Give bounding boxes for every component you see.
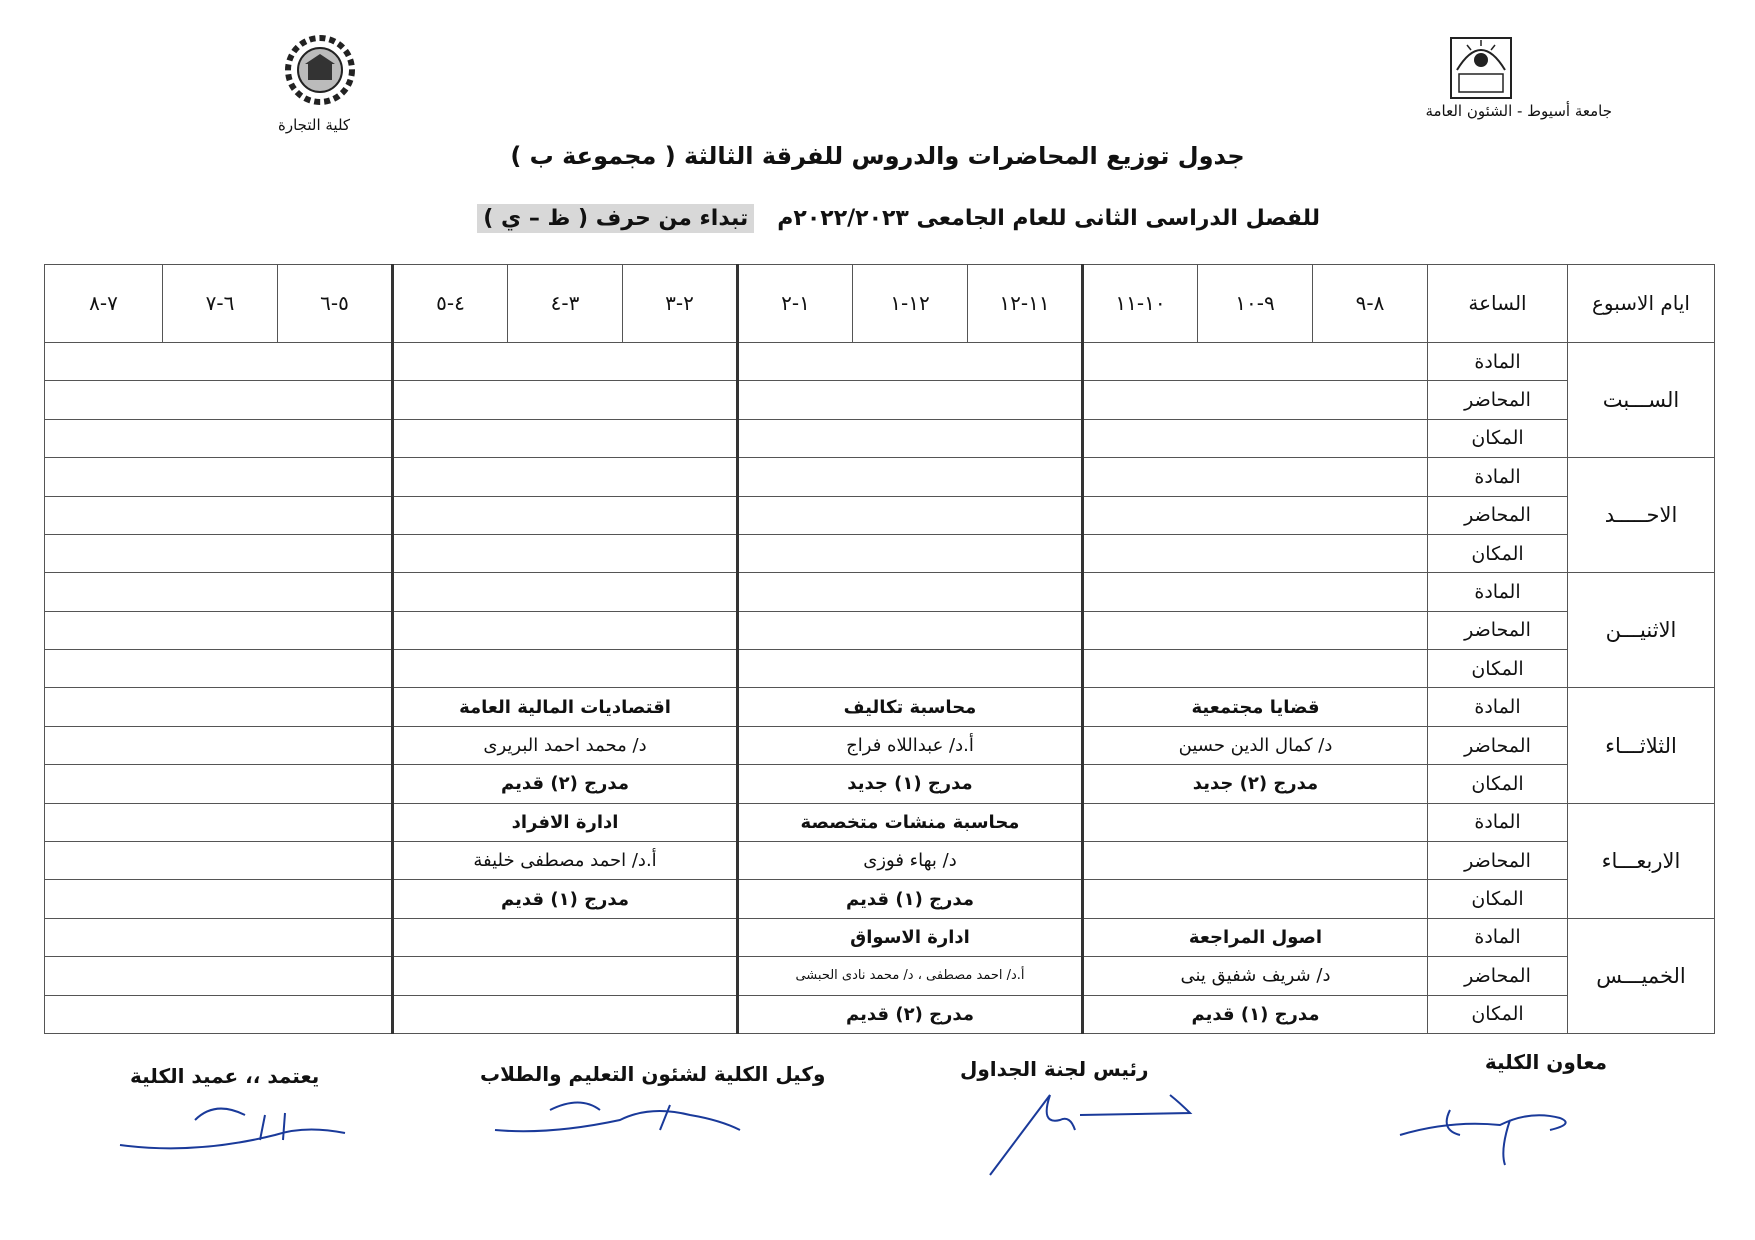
signature-label-assistant-dean: معاون الكلية — [1484, 1050, 1607, 1074]
schedule-cell-subject — [393, 573, 738, 611]
schedule-cell-subject — [738, 458, 1083, 496]
faculty-name: كلية التجارة — [278, 116, 351, 134]
row-label-subject: المادة — [1428, 458, 1568, 496]
assiut-university-logo — [1445, 30, 1517, 102]
schedule-row — [45, 573, 1715, 611]
signature-label-dean: يعتمد ،، عميد الكلية — [130, 1064, 320, 1088]
schedule-cell-subject: محاسبة منشات متخصصة — [738, 803, 1083, 841]
schedule-cell-lecturer — [1083, 381, 1428, 419]
row-label-place: المكان — [1428, 880, 1568, 918]
schedule-row — [45, 842, 1715, 880]
schedule-cell-place — [1083, 419, 1428, 457]
schedule-cell-subject — [393, 342, 738, 380]
hour-column-header: الساعة — [1428, 265, 1568, 343]
row-label-lecturer: المحاضر — [1428, 381, 1568, 419]
time-slot-header: ٤-٥ — [393, 265, 508, 343]
schedule-row — [45, 611, 1715, 649]
faculty-of-commerce-logo — [275, 30, 365, 110]
schedule-cell-lecturer: د/ بهاء فوزى — [738, 842, 1083, 880]
schedule-cell-place: مدرج (٢) قديم — [738, 995, 1083, 1033]
schedule-cell-place: مدرج (١) جديد — [738, 765, 1083, 803]
schedule-cell-place — [45, 419, 393, 457]
schedule-cell-lecturer — [738, 611, 1083, 649]
schedule-cell-place: مدرج (١) قديم — [1083, 995, 1428, 1033]
row-label-lecturer: المحاضر — [1428, 496, 1568, 534]
schedule-cell-subject: محاسبة تكاليف — [738, 688, 1083, 726]
schedule-row — [45, 803, 1715, 841]
schedule-row — [45, 534, 1715, 572]
schedule-cell-lecturer — [45, 611, 393, 649]
handwritten-signature-assistant-dean — [1390, 1090, 1590, 1170]
schedule-cell-lecturer: د/ شريف شفيق ينى — [1083, 957, 1428, 995]
schedule-cell-lecturer — [45, 726, 393, 764]
schedule-cell-lecturer — [1083, 496, 1428, 534]
signature-label-committee-head: رئيس لجنة الجداول — [960, 1057, 1149, 1081]
day-name: الاحـــــد — [1568, 458, 1715, 573]
schedule-cell-subject — [738, 342, 1083, 380]
page-subtitle — [430, 206, 1320, 231]
schedule-cell-lecturer — [45, 381, 393, 419]
schedule-cell-place: مدرج (١) قديم — [738, 880, 1083, 918]
schedule-row — [45, 726, 1715, 764]
schedule-cell-lecturer: د/ كمال الدين حسين — [1083, 726, 1428, 764]
schedule-cell-lecturer — [393, 611, 738, 649]
day-name: الاثنيـــن — [1568, 573, 1715, 688]
page-title: جدول توزيع المحاضرات والدروس للفرقة الثالثة ( مجموعة ب ) — [510, 142, 1245, 170]
schedule-cell-place: مدرج (٢) جديد — [1083, 765, 1428, 803]
time-slot-header: ٨-٩ — [1313, 265, 1428, 343]
schedule-cell-lecturer — [1083, 842, 1428, 880]
subtitle-main: للفصل الدراسى الثانى للعام الجامعى ٢٠٢٢/٢٠٢٣م — [777, 206, 1320, 231]
schedule-table — [44, 264, 1715, 1034]
schedule-row — [45, 918, 1715, 956]
day-name: الاربعـــاء — [1568, 803, 1715, 918]
subtitle-letter-range: تبداء من حرف ( ظ – ي ) — [477, 204, 754, 233]
time-slot-header: ٦-٧ — [163, 265, 278, 343]
row-label-subject: المادة — [1428, 803, 1568, 841]
row-label-place: المكان — [1428, 419, 1568, 457]
handwritten-signature-dean — [115, 1095, 365, 1175]
schedule-row — [45, 995, 1715, 1033]
schedule-cell-subject — [393, 458, 738, 496]
schedule-cell-place — [45, 534, 393, 572]
row-label-place: المكان — [1428, 650, 1568, 688]
schedule-cell-place — [738, 650, 1083, 688]
time-slot-header: ١٢-١ — [853, 265, 968, 343]
schedule-row — [45, 342, 1715, 380]
schedule-cell-place — [45, 880, 393, 918]
row-label-place: المكان — [1428, 995, 1568, 1033]
schedule-cell-subject: اقتصاديات المالية العامة — [393, 688, 738, 726]
schedule-cell-subject — [1083, 342, 1428, 380]
row-label-lecturer: المحاضر — [1428, 726, 1568, 764]
time-slot-header: ٢-٣ — [623, 265, 738, 343]
row-label-place: المكان — [1428, 534, 1568, 572]
schedule-cell-lecturer — [1083, 611, 1428, 649]
schedule-cell-lecturer — [393, 957, 738, 995]
row-label-lecturer: المحاضر — [1428, 957, 1568, 995]
day-name: الخميـــس — [1568, 918, 1715, 1033]
time-slot-header: ٥-٦ — [278, 265, 393, 343]
schedule-cell-place — [393, 995, 738, 1033]
schedule-cell-subject — [393, 918, 738, 956]
schedule-cell-lecturer — [45, 957, 393, 995]
header-row — [45, 265, 1715, 343]
row-label-subject: المادة — [1428, 573, 1568, 611]
schedule-row — [45, 381, 1715, 419]
schedule-cell-subject — [45, 342, 393, 380]
schedule-cell-subject — [738, 573, 1083, 611]
schedule-cell-place — [738, 419, 1083, 457]
schedule-cell-place — [45, 650, 393, 688]
time-slot-header: ١١-١٢ — [968, 265, 1083, 343]
schedule-row — [45, 496, 1715, 534]
row-label-place: المكان — [1428, 765, 1568, 803]
schedule-cell-subject: ادارة الاسواق — [738, 918, 1083, 956]
schedule-cell-place — [393, 650, 738, 688]
days-column-header: ايام الاسبوع — [1568, 265, 1715, 343]
day-name: الســـبت — [1568, 342, 1715, 457]
schedule-cell-lecturer: أ.د/ احمد مصطفى خليفة — [393, 842, 738, 880]
row-label-lecturer: المحاضر — [1428, 842, 1568, 880]
schedule-cell-lecturer: د/ محمد احمد البريرى — [393, 726, 738, 764]
row-label-subject: المادة — [1428, 342, 1568, 380]
schedule-cell-place — [45, 995, 393, 1033]
schedule-cell-subject — [45, 573, 393, 611]
schedule-row — [45, 419, 1715, 457]
row-label-subject: المادة — [1428, 918, 1568, 956]
row-label-lecturer: المحاضر — [1428, 611, 1568, 649]
schedule-cell-place — [393, 534, 738, 572]
time-slot-header: ٣-٤ — [508, 265, 623, 343]
schedule-cell-subject — [1083, 803, 1428, 841]
schedule-cell-lecturer — [393, 381, 738, 419]
schedule-cell-subject — [1083, 458, 1428, 496]
schedule-cell-lecturer — [738, 496, 1083, 534]
schedule-cell-place: مدرج (١) قديم — [393, 880, 738, 918]
university-name: جامعة أسيوط - الشئون العامة — [1425, 102, 1612, 120]
schedule-cell-subject — [1083, 573, 1428, 611]
handwritten-signature-committee-head — [980, 1075, 1200, 1185]
schedule-row — [45, 458, 1715, 496]
time-slot-header: ١٠-١١ — [1083, 265, 1198, 343]
schedule-cell-place — [1083, 534, 1428, 572]
schedule-row — [45, 880, 1715, 918]
signature-label-vice-dean: وكيل الكلية لشئون التعليم والطلاب — [480, 1062, 826, 1086]
schedule-cell-lecturer — [45, 496, 393, 534]
time-slot-header: ١-٢ — [738, 265, 853, 343]
schedule-cell-lecturer — [45, 842, 393, 880]
schedule-cell-lecturer — [738, 381, 1083, 419]
schedule-cell-subject — [45, 918, 393, 956]
schedule-cell-subject — [45, 458, 393, 496]
schedule-row — [45, 650, 1715, 688]
schedule-cell-place — [45, 765, 393, 803]
schedule-cell-place — [738, 534, 1083, 572]
schedule-cell-place — [393, 419, 738, 457]
day-name: الثلاثـــاء — [1568, 688, 1715, 803]
schedule-row — [45, 957, 1715, 995]
schedule-cell-place: مدرج (٢) قديم — [393, 765, 738, 803]
schedule-cell-lecturer — [393, 496, 738, 534]
schedule-row — [45, 688, 1715, 726]
schedule-row — [45, 765, 1715, 803]
handwritten-signature-vice-dean — [490, 1090, 760, 1160]
schedule-cell-subject — [45, 803, 393, 841]
schedule-cell-subject — [45, 688, 393, 726]
time-slot-header: ٧-٨ — [45, 265, 163, 343]
schedule-cell-subject: ادارة الافراد — [393, 803, 738, 841]
schedule-cell-lecturer: أ.د/ عبداللاه فراج — [738, 726, 1083, 764]
schedule-cell-subject: اصول المراجعة — [1083, 918, 1428, 956]
time-slot-header: ٩-١٠ — [1198, 265, 1313, 343]
schedule-cell-place — [1083, 880, 1428, 918]
schedule-cell-place — [1083, 650, 1428, 688]
row-label-subject: المادة — [1428, 688, 1568, 726]
schedule-cell-subject: قضايا مجتمعية — [1083, 688, 1428, 726]
schedule-cell-lecturer: أ.د/ احمد مصطفى ، د/ محمد نادى الحبشى — [738, 957, 1083, 995]
